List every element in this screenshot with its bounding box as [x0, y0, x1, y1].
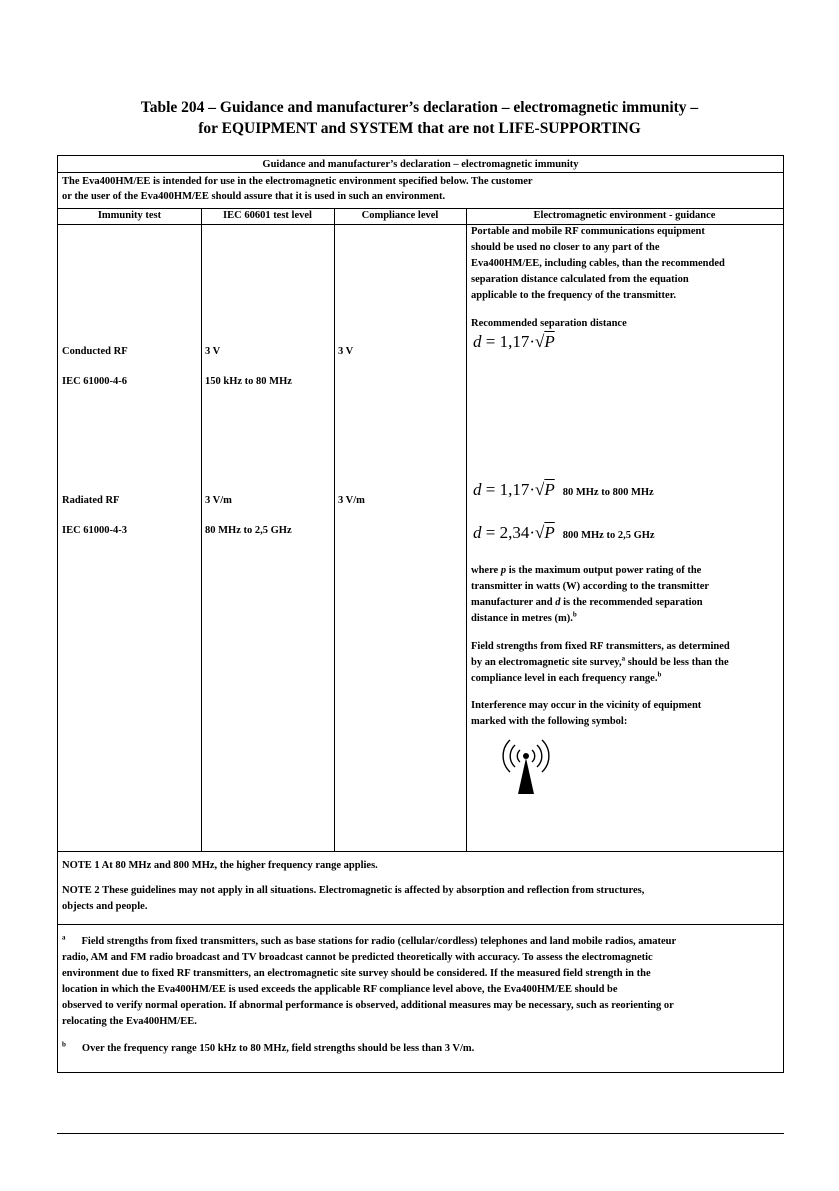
col-divider — [334, 208, 335, 851]
formula-range: 800 MHz to 2,5 GHz — [562, 530, 655, 541]
interference-line-2: marked with the following symbol: — [471, 716, 628, 727]
formula-p: P — [544, 480, 555, 499]
field-text: compliance level in each frequency range. — [471, 673, 658, 684]
field-line-2 — [471, 655, 729, 670]
guidance-portable-5: applicable to the frequency of the transmitter. — [471, 290, 677, 301]
recommended-distance-label: Recommended separation distance — [471, 318, 627, 329]
formula-range: 80 MHz to 800 MHz — [562, 487, 654, 498]
footnote-ref: b — [657, 670, 662, 679]
field-line-3 — [471, 671, 661, 686]
formula-coefficient: 2,34 — [499, 523, 530, 542]
note-2-line-2: objects and people. — [62, 901, 148, 912]
level-range-radiated-rf: 80 MHz to 2,5 GHz — [205, 525, 292, 536]
row-divider — [58, 172, 783, 173]
field-text: should be less than the — [625, 657, 729, 668]
standard-conducted-rf: IEC 61000-4-6 — [62, 376, 128, 387]
footnote-a-line-5: observed to verify normal operation. If abnormal performance is observed, additional measures may be necessary, such as reorienting or — [62, 1000, 674, 1011]
formula-p: P — [544, 523, 555, 542]
col-header-compliance: Compliance level — [361, 210, 439, 221]
footnote-ref: b — [572, 610, 577, 619]
footnote-marker: b — [62, 1040, 66, 1049]
table-title — [0, 97, 839, 139]
footnote-a-line-6: relocating the Eva400HM/EE. — [62, 1016, 197, 1027]
where-line-4 — [471, 611, 577, 626]
where-text: where — [471, 565, 501, 576]
row-divider — [58, 924, 783, 925]
footer-rule — [57, 1133, 784, 1134]
footnote-b — [62, 1041, 474, 1056]
col-header-test-level: IEC 60601 test level — [223, 210, 312, 221]
immunity-table — [57, 155, 784, 1073]
note-2-line-1: NOTE 2 These guidelines may not apply in all situations. Electromagnetic is affected by absorption and reflection from structures, — [62, 885, 645, 896]
formula-equals: = — [481, 332, 500, 351]
field-text: by an electromagnetic site survey, — [471, 657, 622, 668]
guidance-portable-3: Eva400HM/EE, including cables, than the recommended — [471, 258, 725, 269]
formula-d: d — [473, 480, 482, 499]
footnote-text: Over the frequency range 150 kHz to 80 MHz, field strengths should be less than 3 V/m. — [81, 1043, 475, 1054]
where-text: manufacturer and — [471, 597, 556, 608]
where-line-2: transmitter in watts (W) according to the transmitter — [471, 581, 710, 592]
footnote-text: Field strengths from fixed transmitters, such as base stations for radio (cellular/cordless) telephones and land mobile radios, amateur — [81, 936, 677, 947]
guidance-portable-4: separation distance calculated from the equation — [471, 274, 689, 285]
footnote-a-line-3: environment due to fixed RF transmitters, an electromagnetic site survey should be considered. If the measured field strength in the — [62, 968, 651, 979]
formula-equals: = — [481, 523, 500, 542]
note-1: NOTE 1 At 80 MHz and 800 MHz, the higher frequency range applies. — [62, 860, 378, 871]
field-line-1: Field strengths from fixed RF transmitters, as determined — [471, 641, 730, 652]
intro-line-1: The Eva400HM/EE is intended for use in the electromagnetic environment specified below. The customer — [62, 176, 533, 187]
guidance-portable-2: should be used no closer to any part of the — [471, 242, 660, 253]
formula-coefficient: 1,17 — [499, 480, 530, 499]
compliance-conducted-rf: 3 V — [338, 346, 354, 357]
col-divider — [201, 208, 202, 851]
test-radiated-rf: Radiated RF — [62, 495, 120, 506]
where-text: is the maximum output power rating of the — [506, 565, 702, 576]
intro-line-2: or the user of the Eva400HM/EE should assure that it is used in such an environment. — [62, 191, 446, 202]
col-header-immunity-test: Immunity test — [97, 210, 162, 221]
col-header-guidance: Electromagnetic environment - guidance — [533, 210, 716, 221]
footnote-ref: a — [621, 654, 626, 663]
interference-line-1: Interference may occur in the vicinity of equipment — [471, 700, 702, 711]
table-heading: Guidance and manufacturer’s declaration – electromagnetic immunity — [262, 159, 579, 170]
formula-conducted — [473, 334, 555, 352]
compliance-radiated-rf: 3 V/m — [338, 495, 365, 506]
footnote-a-line-2: radio, AM and FM radio broadcast and TV broadcast cannot be predicted theoretically with accuracy. To assess the electromagnetic — [62, 952, 653, 963]
col-divider — [466, 208, 467, 851]
title-line-2: for EQUIPMENT and SYSTEM that are not LIFE-SUPPORTING — [198, 120, 641, 137]
row-divider — [58, 851, 783, 852]
where-line-3 — [471, 595, 703, 610]
title-line-1: Table 204 – Guidance and manufacturer’s declaration – electromagnetic immunity – — [140, 99, 699, 116]
formula-coefficient: 1,17 — [499, 332, 530, 351]
sqrt-symbol: ·√ — [529, 332, 545, 351]
formula-radiated-low — [473, 482, 654, 500]
standard-radiated-rf: IEC 61000-4-3 — [62, 525, 128, 536]
footnote-a-line-4: location in which the Eva400HM/EE is used exceeds the applicable RF compliance level above, the Eva400HM/EE should be — [62, 984, 618, 995]
level-range-conducted-rf: 150 kHz to 80 MHz — [205, 376, 292, 387]
where-p: p — [500, 565, 507, 576]
guidance-portable-1: Portable and mobile RF communications equipment — [471, 226, 705, 237]
rf-transmitter-icon — [498, 736, 554, 798]
formula-p: P — [544, 332, 555, 351]
where-text: is the recommended separation — [560, 597, 703, 608]
formula-equals: = — [481, 480, 500, 499]
test-conducted-rf: Conducted RF — [62, 346, 128, 357]
formula-radiated-high — [473, 525, 655, 543]
level-conducted-rf: 3 V — [205, 346, 221, 357]
where-d: d — [555, 597, 561, 608]
sqrt-symbol: ·√ — [529, 523, 545, 542]
footnote-marker: a — [62, 933, 66, 942]
formula-d: d — [473, 523, 482, 542]
formula-d: d — [473, 332, 482, 351]
level-radiated-rf: 3 V/m — [205, 495, 232, 506]
where-text: distance in metres (m). — [471, 613, 573, 624]
where-line-1 — [471, 563, 701, 578]
sqrt-symbol: ·√ — [529, 480, 545, 499]
footnote-a-line-1 — [62, 934, 676, 949]
